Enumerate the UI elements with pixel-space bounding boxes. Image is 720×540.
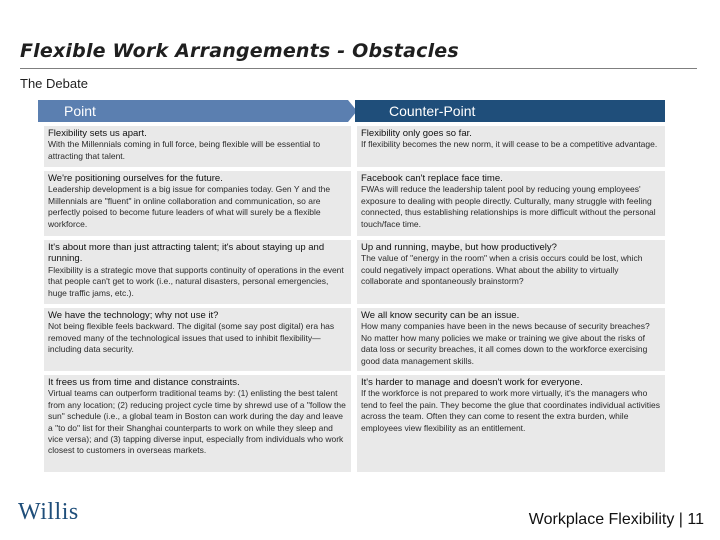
page-number: 11	[687, 511, 704, 528]
point-body: Virtual teams can outperform traditional teams by: (1) enlisting the best talent from any location; (2) reducing project cycle time by shrewd use of a "follow the sun" schedule (i.e., a global team in Boston can work during the day and leave a "to do" list for their Shanghai counterparts to work on while they sleep and vice versa); and (3) tapping diverse input, especially from individuals who work closest to customers in overseas markets.	[48, 388, 346, 456]
point-heading: We have the technology; why not use it?	[48, 310, 219, 321]
footer	[529, 511, 704, 529]
point-body: Not being flexible feels backward. The digital (some say post digital) era has removed many of the technological issues that used to inhibit flexibility—including data security.	[48, 321, 335, 355]
footer-separator: |	[678, 511, 683, 528]
point-body: Leadership development is a big issue for companies today. Gen Y and the Millennials are "fluent" in online collaboration and communication, so are perfectly poised to become future leaders of what will surely be a flexible workforce.	[48, 184, 331, 229]
footer-label: Workplace Flexibility	[528, 511, 675, 528]
counter-point-column-header: Counter-Point	[355, 100, 665, 122]
counter-point-body: How many companies have been in the news because of security breaches? No matter how many policies we make or training we give about the risks of data loss or security breaches, it all comes down to the workforce exercising good data management skills.	[361, 321, 650, 366]
willis-logo: Willis	[18, 499, 79, 525]
counter-point-heading: Up and running, maybe, but how productively?	[361, 242, 557, 253]
counter-point-body: The value of "energy in the room" when a crisis occurs could be lost, which could negatively impact operations. What about the ability to virtually collaborate and spontaneously brainstorm?	[361, 253, 643, 287]
counter-point-cell	[357, 308, 665, 371]
point-heading: It frees us from time and distance constraints.	[48, 377, 240, 388]
counter-point-heading: Flexibility only goes so far.	[361, 128, 472, 139]
counter-point-cell	[357, 126, 665, 167]
point-cell	[44, 375, 351, 472]
counter-point-body: If flexibility becomes the new norm, it will cease to be a competitive advantage.	[361, 139, 658, 150]
point-heading: We're positioning ourselves for the future.	[48, 173, 223, 184]
point-heading: It's about more than just attracting talent; it's about staying up and running.	[48, 242, 325, 265]
point-body: With the Millennials coming in full force, being flexible will be essential to attracting that talent.	[48, 139, 321, 161]
counter-point-cell	[357, 240, 665, 304]
counter-point-cell	[357, 171, 665, 236]
counter-point-cell	[357, 375, 665, 472]
point-body: Flexibility is a strategic move that supports continuity of operations in the event that people can't get to work (i.e., natural disasters, personal emergencies, huge traffic jams, etc.).	[48, 264, 344, 298]
counter-point-heading: It's harder to manage and doesn't work for everyone.	[361, 377, 583, 388]
slide-title: Flexible Work Arrangements - Obstacles	[20, 40, 459, 62]
point-cell	[44, 308, 351, 371]
point-cell	[44, 171, 351, 236]
point-heading: Flexibility sets us apart.	[48, 128, 147, 139]
point-cell	[44, 126, 351, 167]
counter-point-heading: We all know security can be an issue.	[361, 310, 520, 321]
counter-point-heading: Facebook can't replace face time.	[361, 173, 503, 184]
point-cell	[44, 240, 351, 304]
counter-point-body: FWAs will reduce the leadership talent pool by reducing young employees' exposure to dealing with people directly. Culturally, many struggle with feeling connected, thus establishing relationships is more difficult without the personal touch/face time.	[361, 184, 656, 229]
counter-point-body: If the workforce is not prepared to work more virtually, it's the managers who tend to feel the pain. They become the glue that coordinates individual activities across the team. Often they can come to resent the extra burden, while employees view flexibility as an entitlement.	[361, 388, 660, 433]
title-divider	[20, 68, 697, 69]
slide-subtitle: The Debate	[20, 76, 88, 91]
point-column-header: Point	[38, 100, 348, 122]
